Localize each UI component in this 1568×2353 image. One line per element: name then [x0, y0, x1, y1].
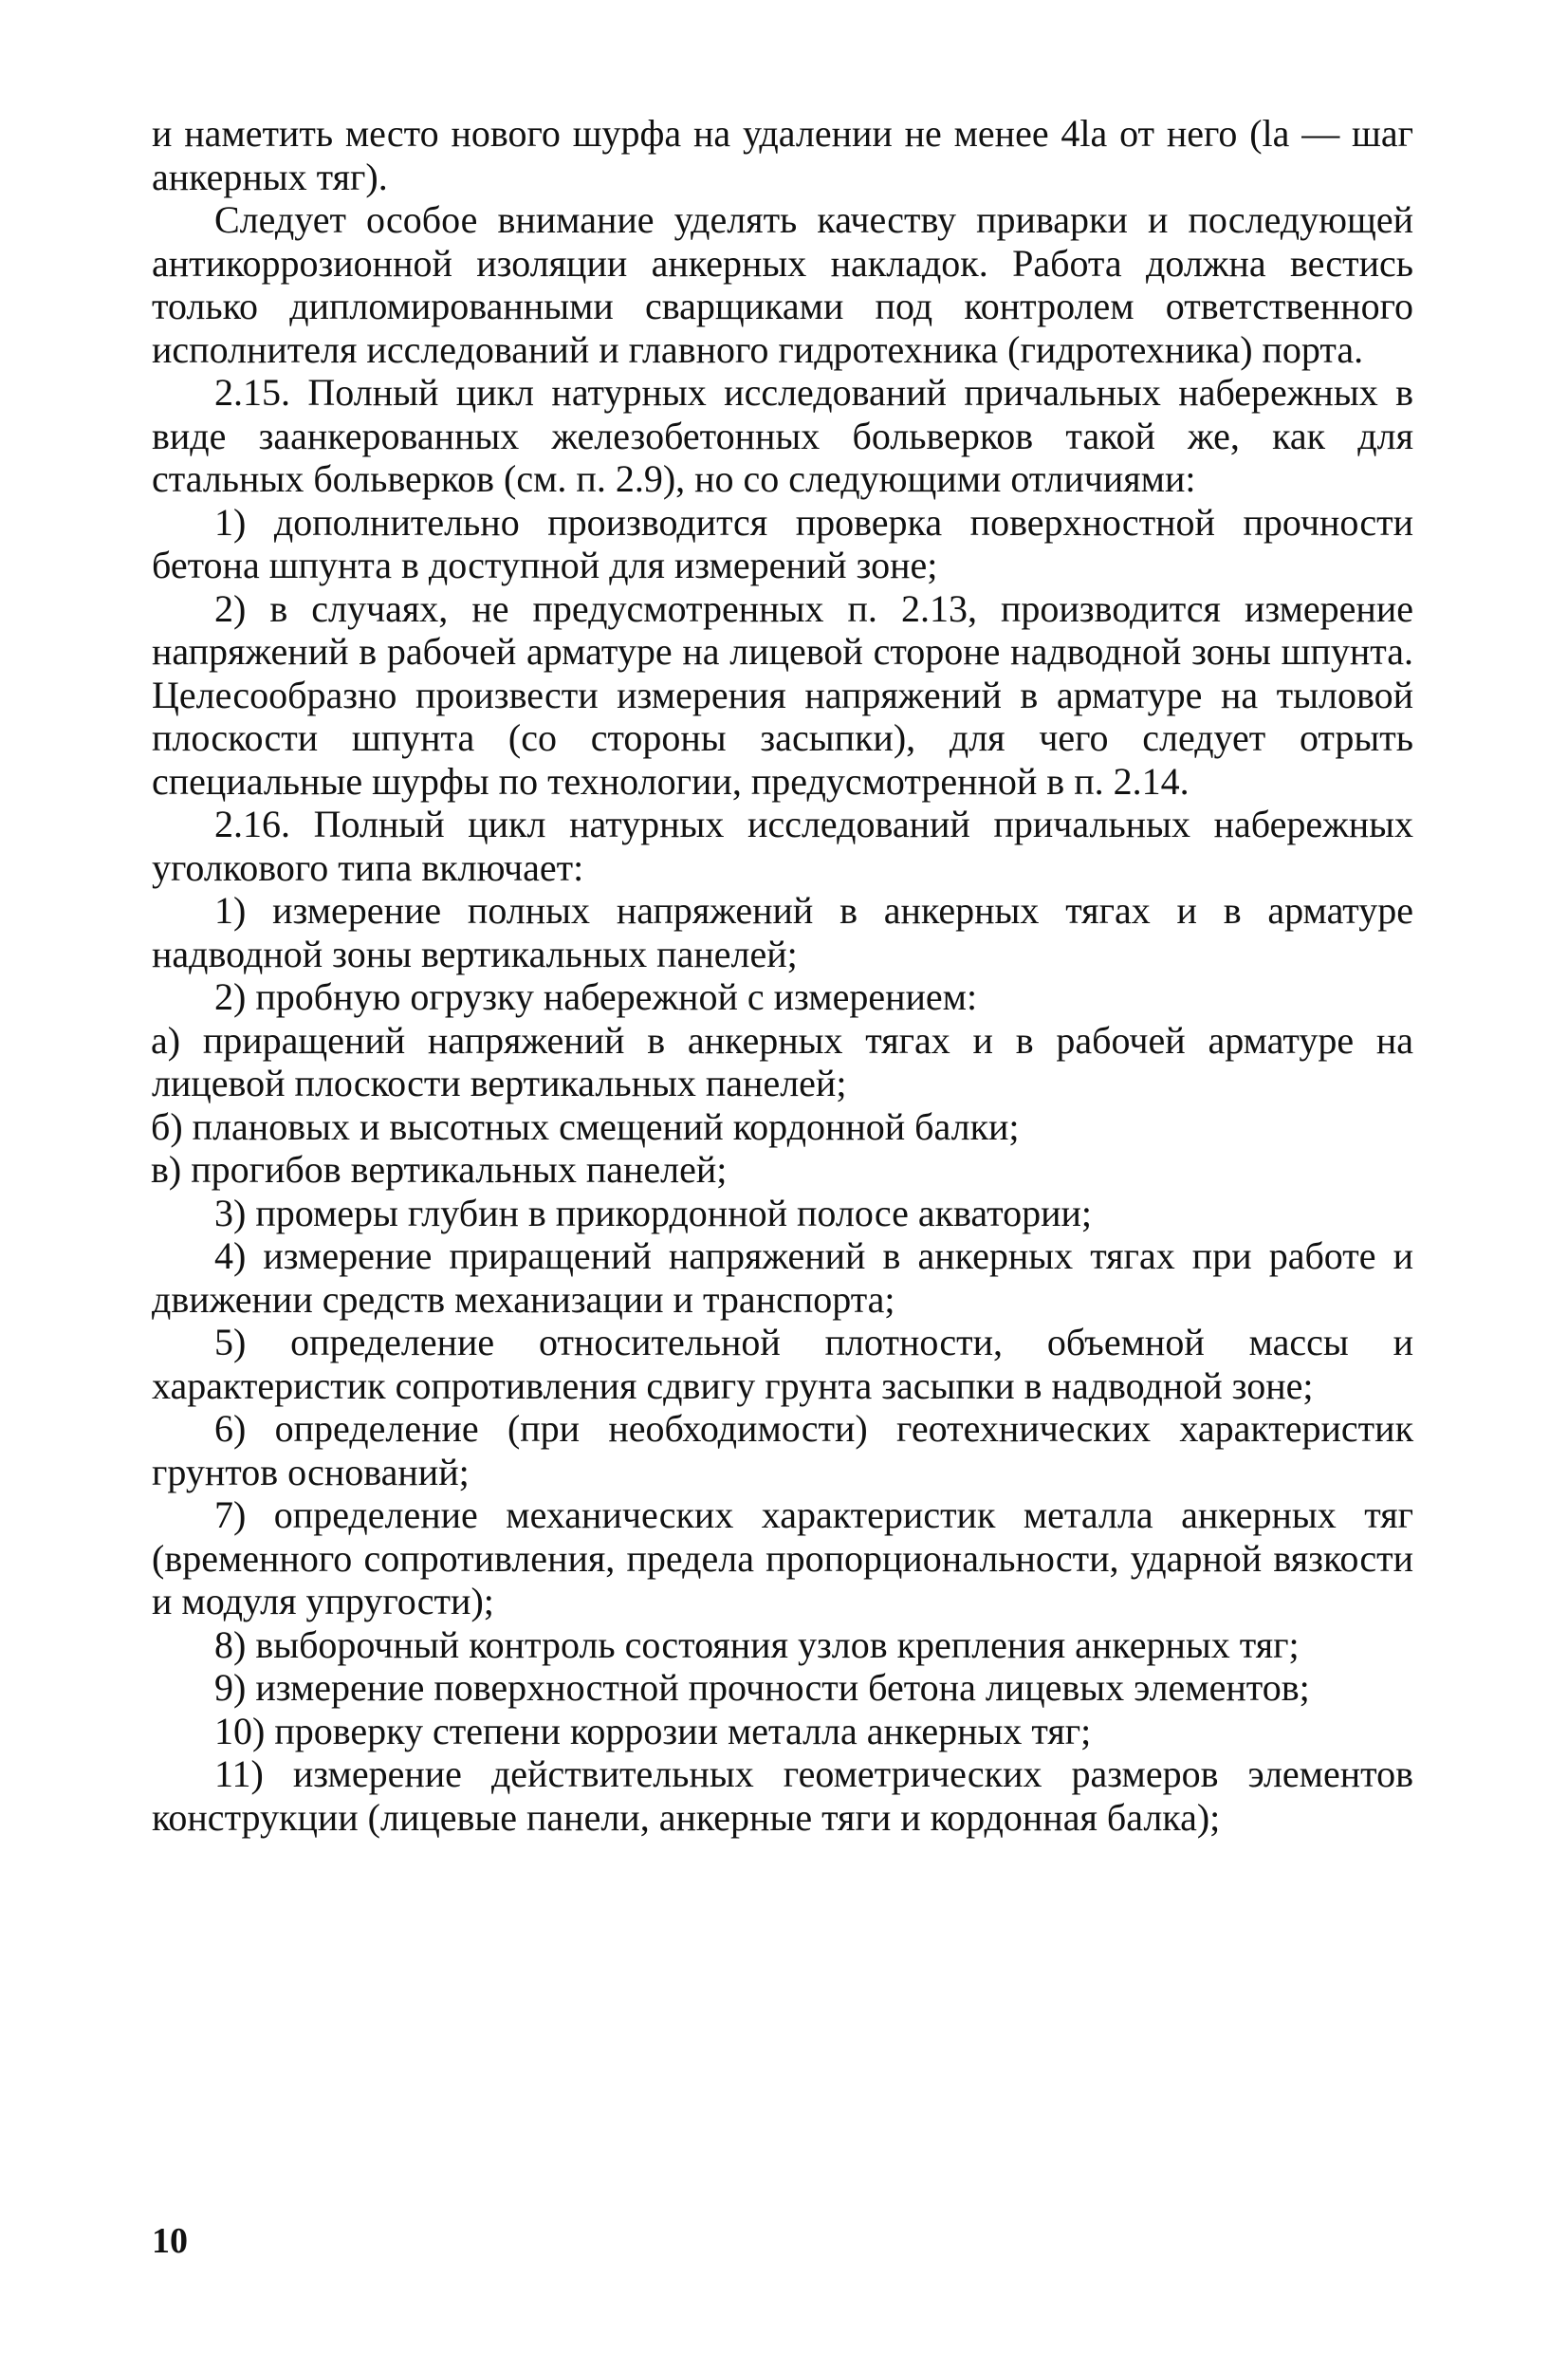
list-item: 6) определение (при необходимости) геотехнических характеристик грунтов оснований;	[152, 1407, 1413, 1493]
list-item: 1) измерение полных напряжений в анкерных тягах и в арматуре надводной зоны вертикальных панелей;	[152, 889, 1413, 975]
list-item: 9) измерение поверхностной прочности бетона лицевых элементов;	[214, 1666, 1310, 1709]
list-item: 5) определение относительной плотности, объемной массы и характеристик сопротивления сдвигу грунта засыпки в надводной зоне;	[152, 1321, 1413, 1407]
sub-list-item: а) приращений напряжений в анкерных тягах и в рабочей арматуре на лицевой плоскости вертикальных панелей;	[151, 1018, 1413, 1104]
list-item: 1) дополнительно производится проверка поверхностной прочности бетона шпунта в доступной для измерений зоне;	[152, 500, 1413, 586]
section-2-15: 2.15. Полный цикл натурных исследований причальных набережных в виде заанкерованных железобетонных больверков такой же, как для стальных больверков (см. п. 2.9), но со следующими отличиями:	[152, 371, 1413, 500]
list-item: 11) измерение действительных геометрических размеров элементов конструкции (лицевые панели, анкерные тяги и кордонная балка);	[152, 1752, 1413, 1839]
list-item: 4) измерение приращений напряжений в анкерных тягах при работе и движении средств механизации и транспорта;	[152, 1234, 1413, 1321]
sub-list-item: в) прогибов вертикальных панелей;	[151, 1148, 728, 1191]
list-item: 8) выборочный контроль состояния узлов крепления анкерных тяг;	[214, 1622, 1300, 1666]
list-item: 2) пробную огрузку набережной с измерением:	[214, 975, 978, 1018]
page-body	[152, 112, 1413, 1839]
list-item: 2) в случаях, не предусмотренных п. 2.13, производится измерение напряжений в рабочей арматуре на лицевой стороне надводной зоны шпунта. Целесообразно произвести измерения напряжений в арматуре на тыловой плоскости шпунта (со стороны засыпки), для чего следует отрыть специальные шурфы по технологии, предусмотренной в п. 2.14.	[152, 586, 1413, 803]
list-item: 7) определение механических характеристик металла анкерных тяг (временного сопротивления, предела пропорциональности, ударной вязкости и модуля упругости);	[152, 1493, 1413, 1622]
list-item: 10) проверку степени коррозии металла анкерных тяг;	[214, 1709, 1092, 1752]
paragraph: Следует особое внимание уделять качеству приварки и последующей антикоррозионной изоляции анкерных накладок. Работа должна вестись только дипломированными сварщиками под контролем ответственного исполнителя исследований и главного гидротехника (гидротехника) порта.	[152, 198, 1413, 371]
section-2-16: 2.16. Полный цикл натурных исследований причальных набережных уголкового типа включает:	[152, 803, 1413, 889]
sub-list-item: б) плановых и высотных смещений кордонной балки;	[151, 1104, 1020, 1148]
list-item: 3) промеры глубин в прикордонной полосе акватории;	[214, 1191, 1092, 1234]
page-number: 10	[152, 2221, 188, 2261]
paragraph: и наметить место нового шурфа на удалении не менее 4lа от него (lа — шаг анкерных тяг).	[152, 112, 1413, 198]
